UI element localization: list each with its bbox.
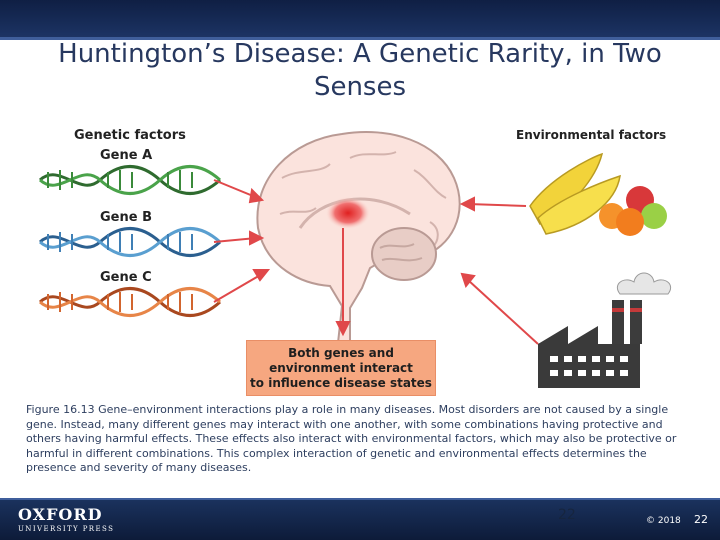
gene-a-label: Gene A (100, 148, 153, 163)
arrow-fruit-to-brain (468, 204, 526, 206)
footer-stripe (0, 498, 720, 500)
slide-title: Huntington’s Disease: A Genetic Rarity, in Two Senses (58, 39, 662, 102)
logo-main-text: OXFORD (18, 505, 103, 524)
factory-icon (538, 273, 671, 388)
callout-line-1: Both genes and (288, 346, 394, 360)
brain-illustration (257, 132, 459, 343)
oxford-university-press-logo (18, 506, 114, 533)
arrow-gene-c-to-brain (214, 274, 262, 302)
dna-helix-gene-b (40, 229, 220, 256)
gene-c-label: Gene C (100, 270, 152, 285)
fruit-bowl-illustration (530, 154, 667, 236)
callout-line-3: to influence disease states (250, 376, 432, 390)
footer-bar (0, 498, 720, 540)
gene-b-label: Gene B (100, 210, 152, 225)
dna-helix-gene-a (40, 167, 220, 194)
environmental-factors-label: Environmental factors (516, 128, 667, 142)
interaction-callout (246, 340, 436, 396)
figure-caption: Figure 16.13 Gene–environment interactions play a role in many diseases. Most disorders are not caused by a single gene. Instead, many different genes may interact with one another, with some combinations having protective and others having harmful effects. These effects also interact with environmental factors, which may also be protective or harmful in different combinations. This complex interaction of genetic and environmental effects determines the presence and severity of many diseases. (26, 403, 677, 475)
dna-helix-gene-c (40, 289, 220, 316)
genetic-factors-label: Genetic factors (74, 128, 186, 143)
logo-sub-text: UNIVERSITY PRESS (18, 525, 115, 533)
copyright-notice: © 2018 (646, 516, 681, 526)
footer-page-number: 22 (694, 513, 708, 526)
callout-line-2: environment interact (269, 361, 413, 375)
arrow-factory-to-brain (468, 280, 538, 344)
header-bar (0, 0, 720, 40)
slide-page-number: 22 (558, 507, 576, 523)
